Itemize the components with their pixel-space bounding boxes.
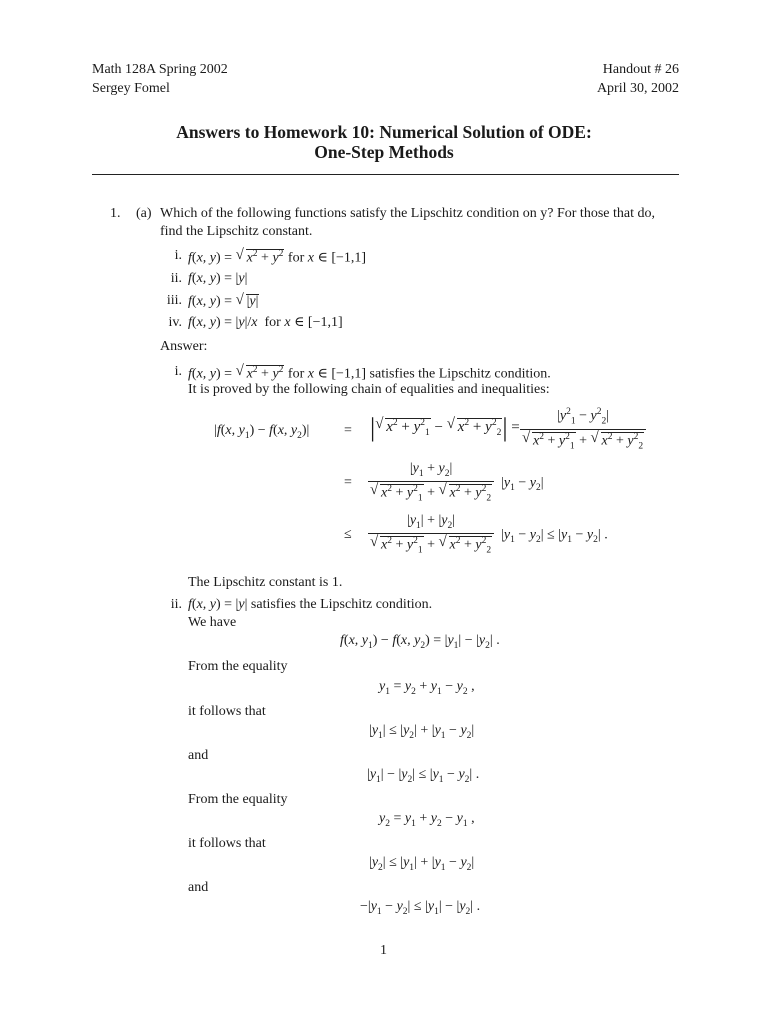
item-label: i. [174,248,182,263]
from-equality-1: From the equality [188,659,288,674]
answer-i-label: i. [174,364,182,379]
inequality-1: $|y_1| \le |y_2| + |y_1 - y_2|$ [369,723,475,741]
chain-rhs-1: |√ $x^2 + y^2_1$ − √ $x^2 + y^2_2|$ = [370,415,520,441]
inequality-3: $|y_2| \le |y_1| + |y_1 - y_2|$ [369,855,475,873]
and-1: and [188,748,209,763]
chain-fraction-1: $|y^2_1 - y^2_2|$ √ $x^2 + y^2_1$ + √ $x^2 + y^2_2$ [520,408,646,452]
item-formula: f(x, y) = √ $x^2 + y^2$ for x ∈ [−1,1] [188,249,366,266]
question-line-2: find the Lipschitz constant. [160,224,313,239]
answer-i-line-1: f(x, y) = √ $x^2 + y^2$ for x ∈ [−1,1] satisfies the Lipschitz condition. [188,365,551,382]
answer-ii-label: ii. [170,597,182,612]
title-line-1: Answers to Homework 10: Numerical Solution of ODE: [176,122,592,142]
part-label: (a) [136,206,152,221]
title-line-2: One-Step Methods [314,142,454,162]
equation-y1: $y_1 = y_2 + y_1 - y_2$ , [379,679,475,697]
item-formula: f(x, y) = |y|/x for x ∈ [−1,1] [188,315,343,330]
item-formula: f(x, y) = |y| [188,271,248,286]
lipschitz-constant: The Lipschitz constant is 1. [188,575,343,590]
answer-ii-text: satisfies the Lipschitz condition. [250,597,433,612]
answer-ii-line-1: f(x, y) = |y| satisfies the Lipschitz condition. [188,597,433,612]
it-follows-1: it follows that [188,704,266,719]
chain-fraction-3: $|y_1| + |y_2|$ √ $x^2 + y^2_1$ + √ $x^2 + y^2_2$ $|y_1 - y_2| \le |y_1 - y_2|$ . [368,514,608,556]
equation-diff: f(x, $y_1) - f(x$, $y_2) = |y_1| - |y_2|$ . [340,633,500,651]
author-label: Sergey Fomel [92,81,170,96]
problem-number: 1. [110,206,121,221]
answer-i-text: satisfies the Lipschitz condition. [369,366,551,382]
item-formula: f(x, y) = √ |y| [188,294,259,309]
and-2: and [188,880,209,895]
it-follows-2: it follows that [188,836,266,851]
answer-i-line-2: It is proved by the following chain of equalities and inequalities: [188,382,550,397]
equation-y2: $y_2 = y_1 + y_2 - y_1$ , [379,811,475,829]
equals-sign-1: = [344,423,352,438]
chain-lhs: |f(x, $y_1) - f(x$, $y_2)|$ [214,423,310,441]
inequality-2: $|y_1| - |y_2| \le |y_1 - y_2|$ . [367,767,480,785]
date-label: April 30, 2002 [596,81,679,96]
item-label: iv. [168,315,182,330]
inequality-4: $-|y_1 - y_2| \le |y_1| - |y_2|$ . [360,899,481,917]
from-equality-2: From the equality [188,792,288,807]
question-line-1: Which of the following functions satisfy the Lipschitz condition on y? For those that do, [160,206,655,221]
chain-fraction-2: $|y_1 + y_2|$ √ $x^2 + y^2_1$ + √ $x^2 + y^2_2$ $|y_1 - y_2|$ [368,462,544,504]
item-label: iii. [166,293,182,308]
handout-label: Handout # 26 [602,62,679,77]
page-number: 1 [380,943,387,958]
equals-sign-2: = [344,475,352,490]
title-rule [92,174,679,175]
we-have: We have [188,615,237,630]
course-label: Math 128A Spring 2002 [92,62,228,77]
answer-label: Answer: [160,339,208,354]
item-label: ii. [170,271,182,286]
leq-sign: ≤ [344,527,352,542]
